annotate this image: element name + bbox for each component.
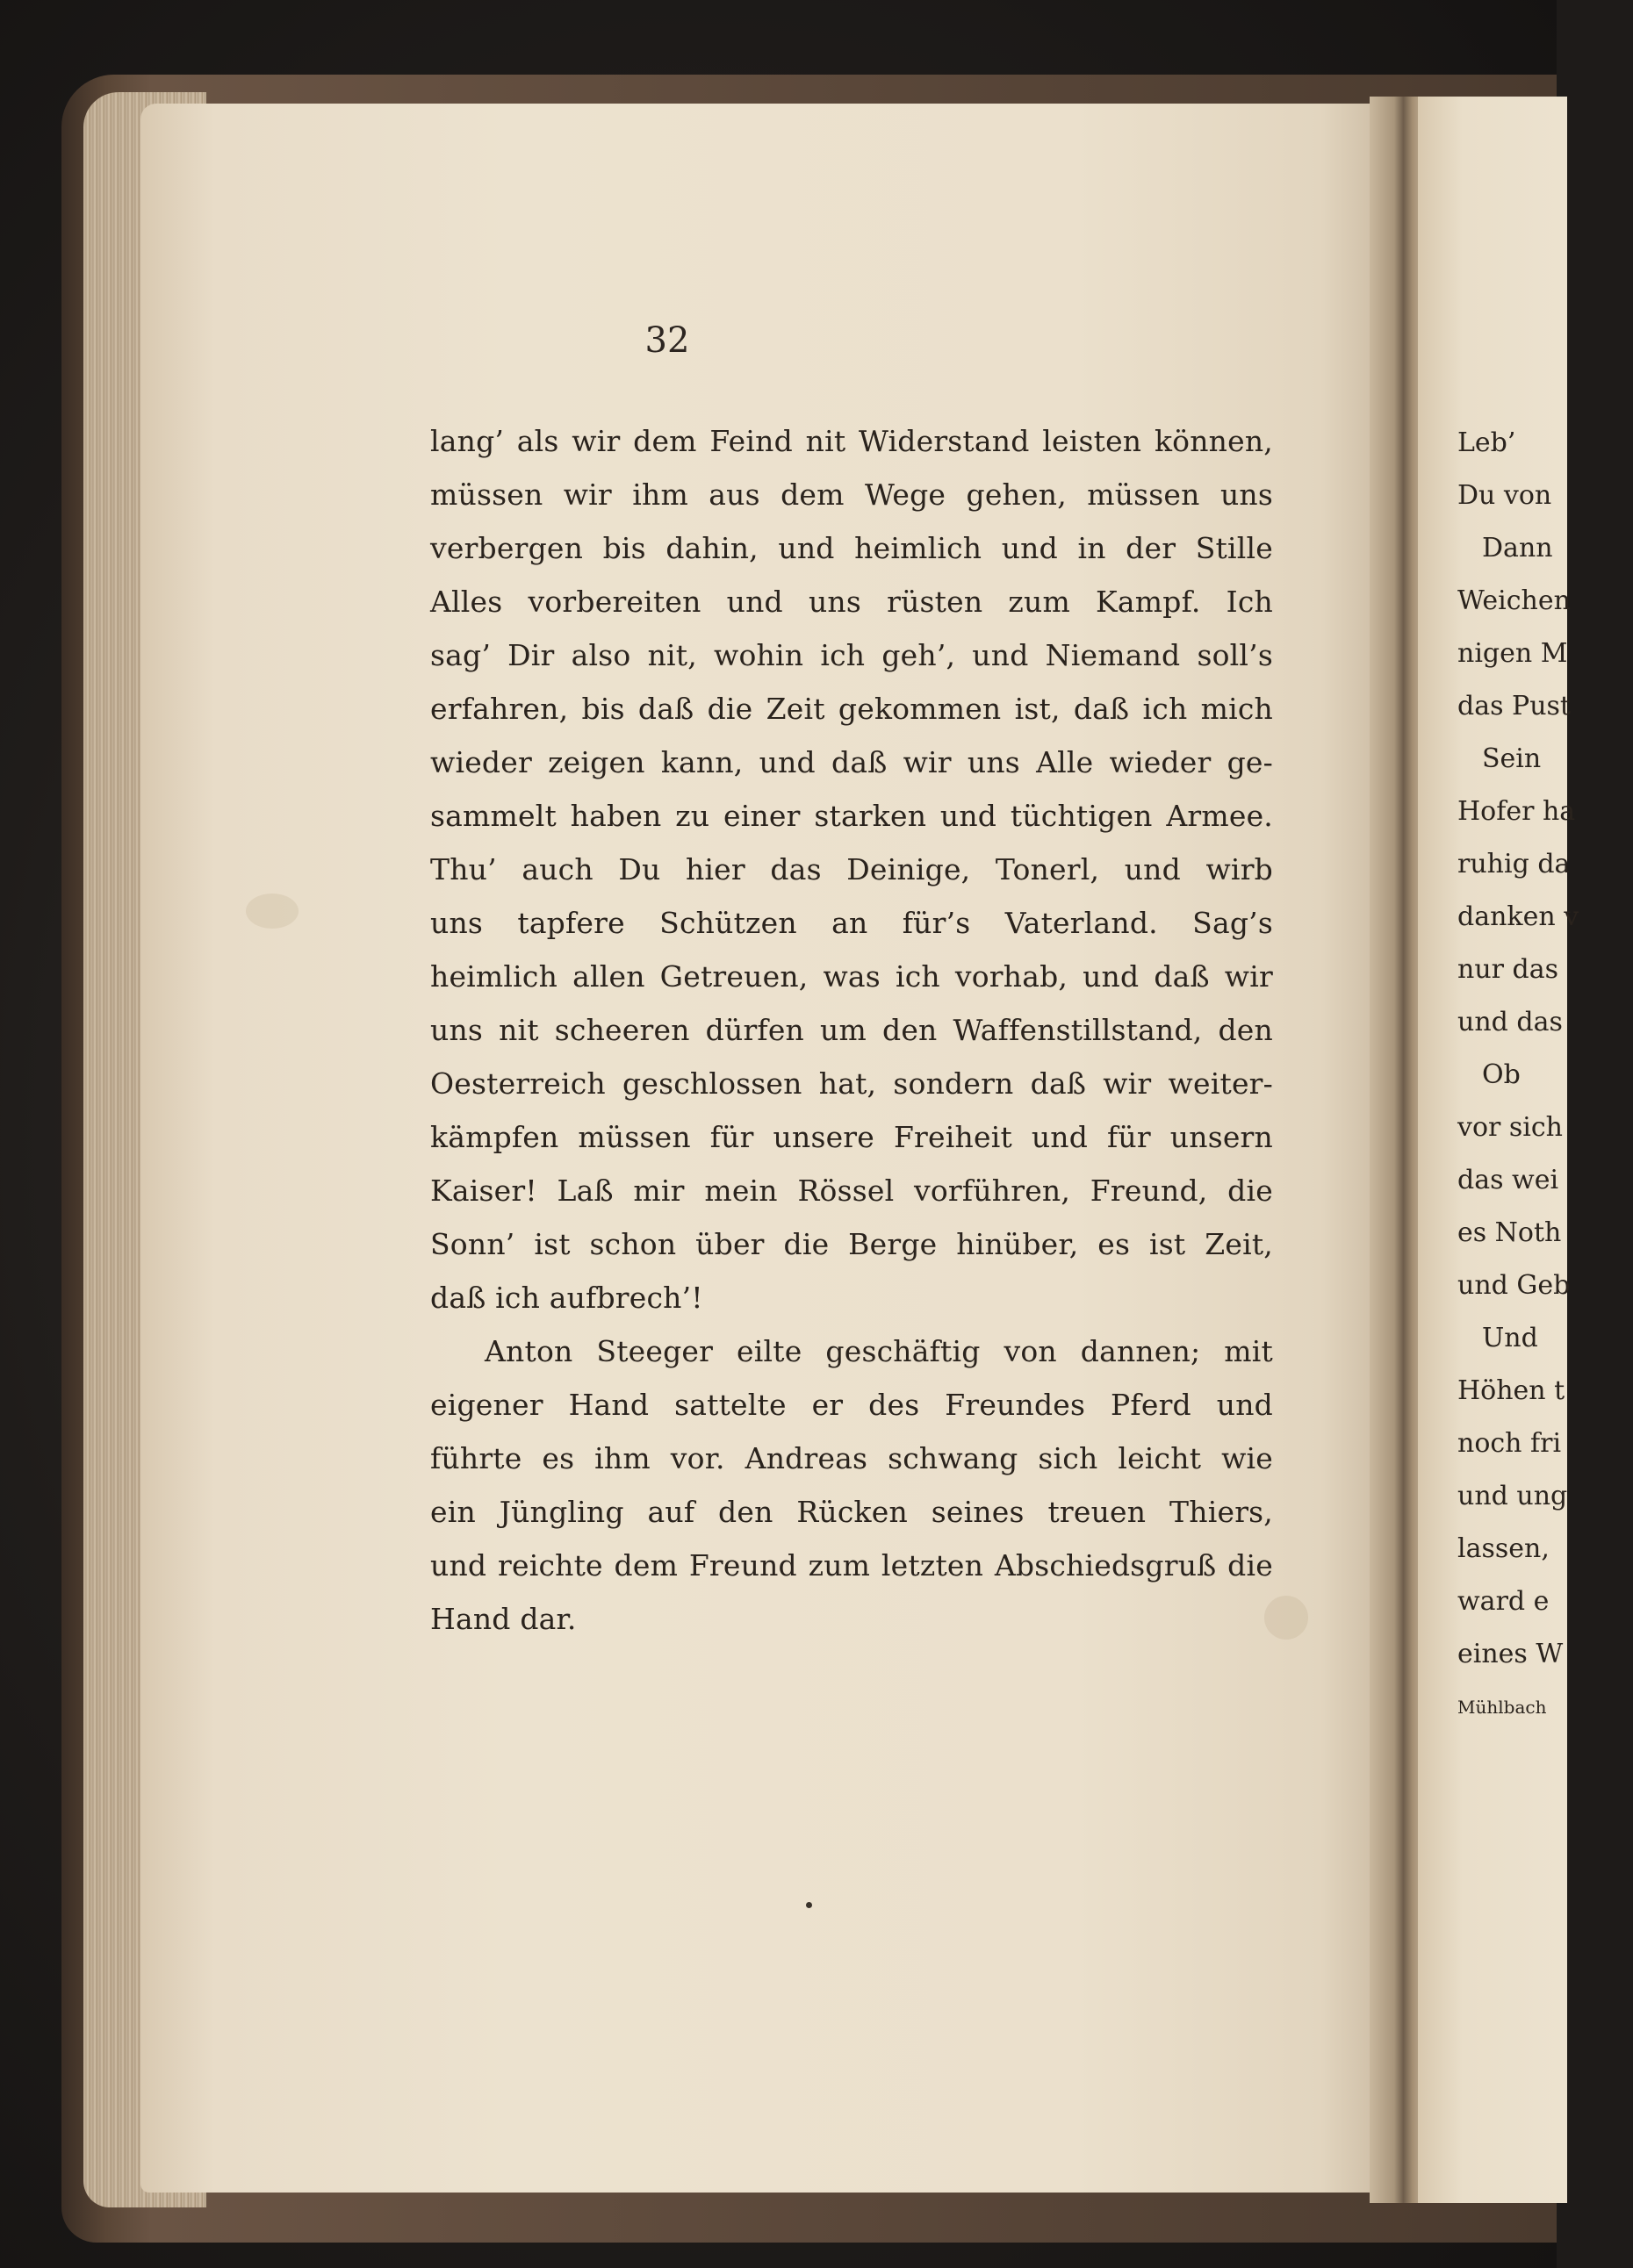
text-line: uns tapfere Schützen an für’s Vaterland. Sag’s [430, 906, 1273, 940]
right-line: Weichen [1457, 585, 1571, 616]
text-line: erfahren, bis daß die Zeit gekommen ist, daß ich mich [430, 692, 1273, 726]
text-line: sammelt haben zu einer starken und tüchtigen Armee. [430, 799, 1273, 833]
text-line: wieder zeigen kann, und daß wir uns Alle wieder ge- [430, 745, 1273, 779]
text-line: ein Jüngling auf den Rücken seines treuen Thiers, [430, 1495, 1273, 1529]
right-line: nigen M [1457, 638, 1568, 669]
text-line: Alles vorbereiten und uns rüsten zum Kampf. Ich [430, 585, 1273, 619]
right-page-text [1457, 417, 1633, 1733]
right-line: und ung [1457, 1481, 1568, 1511]
text-line: Kaiser! Laß mir mein Rössel vorführen, Freund, die [430, 1173, 1273, 1208]
text-line: daß ich aufbrech’! [430, 1281, 703, 1315]
right-line: Ob [1482, 1059, 1521, 1090]
right-line: Höhen t [1457, 1375, 1565, 1406]
text-line: eigener Hand sattelte er des Freundes Pferd und [430, 1388, 1273, 1422]
right-line: Sein [1482, 743, 1542, 774]
right-line: Dann [1482, 533, 1553, 563]
right-line: ward e [1457, 1586, 1550, 1617]
text-line: Thu’ auch Du hier das Deinige, Tonerl, und wirb [430, 852, 1273, 886]
text-line: sag’ Dir also nit, wohin ich geh’, und Niemand soll’s [430, 638, 1273, 672]
right-line: Leb’ [1457, 427, 1516, 458]
right-line: danken v [1457, 901, 1579, 932]
right-line: nur das [1457, 954, 1559, 985]
right-line: eines W [1457, 1639, 1564, 1669]
right-line: Und [1482, 1323, 1538, 1353]
text-line: heimlich allen Getreuen, was ich vorhab, und daß wir [430, 959, 1273, 994]
text-line: verbergen bis dahin, und heimlich und in der Stille [430, 531, 1273, 565]
right-line: ruhig da [1457, 849, 1571, 879]
text-line: und reichte dem Freund zum letzten Abschiedsgruß die [430, 1548, 1273, 1583]
ink-dot [806, 1902, 812, 1908]
right-line: und Geb [1457, 1270, 1571, 1301]
right-line: und das [1457, 1007, 1563, 1037]
text-line: müssen wir ihm aus dem Wege gehen, müssen uns [430, 477, 1273, 512]
right-line: Hofer ha [1457, 796, 1576, 827]
right-line: es Noth [1457, 1217, 1562, 1248]
text-line: Oesterreich geschlossen hat, sondern daß wir weiter- [430, 1066, 1273, 1101]
right-line: vor sich [1457, 1112, 1563, 1143]
body-text [430, 414, 1273, 1646]
text-line: Anton Steeger eilte geschäftig von dannen; mit [485, 1334, 1273, 1368]
right-line: das wei [1457, 1165, 1559, 1195]
text-line: lang’ als wir dem Feind nit Widerstand leisten können, [430, 424, 1273, 458]
right-line: lassen, [1457, 1533, 1550, 1564]
paper-stain [246, 894, 299, 929]
right-line-signature: Mühlbach [1457, 1697, 1547, 1718]
right-page [1418, 97, 1579, 2203]
text-line: Hand dar. [430, 1602, 577, 1636]
right-line: noch fri [1457, 1428, 1562, 1459]
text-line: führte es ihm vor. Andreas schwang sich leicht wie [430, 1441, 1273, 1475]
text-line: Sonn’ ist schon über die Berge hinüber, es ist Zeit, [430, 1227, 1273, 1261]
text-line: uns nit scheeren dürfen um den Waffenstillstand, den [430, 1013, 1273, 1047]
right-line: Du von [1457, 480, 1552, 511]
right-line: das Pust [1457, 691, 1571, 721]
text-line: kämpfen müssen für unsere Freiheit und für unsern [430, 1120, 1273, 1154]
page-number: 32 [644, 320, 690, 361]
